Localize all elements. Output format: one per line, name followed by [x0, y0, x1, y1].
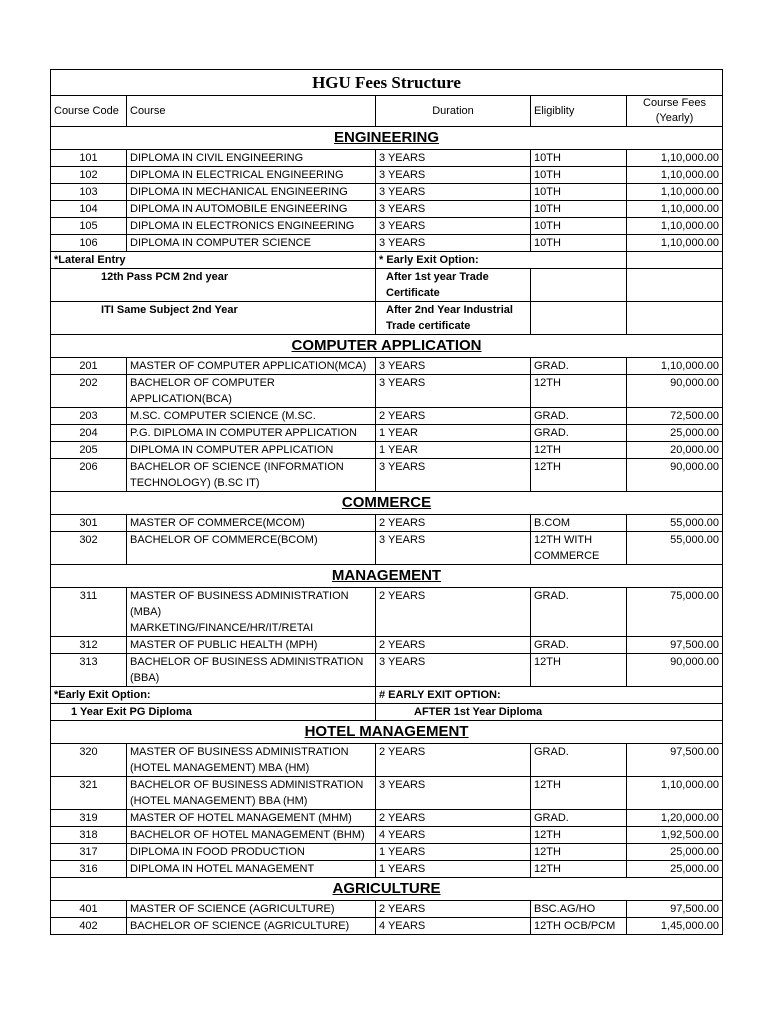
- eligibility-cell: 12TH: [531, 375, 627, 408]
- eligibility-cell: GRAD.: [531, 810, 627, 827]
- management-exit-right-1: AFTER 1st Year Diploma: [376, 704, 723, 721]
- course-code-cell: 101: [51, 150, 127, 167]
- fees-cell: 1,10,000.00: [627, 201, 723, 218]
- course-name-cell: BACHELOR OF COMMERCE(BCOM): [127, 532, 376, 565]
- duration-cell: 2 YEARS: [376, 408, 531, 425]
- course-code-cell: 203: [51, 408, 127, 425]
- course-name-cell: BACHELOR OF HOTEL MANAGEMENT (BHM): [127, 827, 376, 844]
- eligibility-cell: BSC.AG/HO: [531, 901, 627, 918]
- course-name-cell: DIPLOMA IN COMPUTER APPLICATION: [127, 442, 376, 459]
- course-code-cell: 318: [51, 827, 127, 844]
- table-row: [51, 744, 723, 777]
- table-row: [51, 150, 723, 167]
- header-fees-line1: Course Fees: [643, 97, 706, 109]
- course-code-cell: 319: [51, 810, 127, 827]
- duration-cell: 3 YEARS: [376, 184, 531, 201]
- header-duration: Duration: [376, 96, 531, 127]
- management-exit-left-1: 1 Year Exit PG Diploma: [51, 704, 376, 721]
- fees-cell: 90,000.00: [627, 459, 723, 492]
- duration-cell: 3 YEARS: [376, 167, 531, 184]
- duration-cell: 3 YEARS: [376, 654, 531, 687]
- fees-cell: 25,000.00: [627, 844, 723, 861]
- eligibility-cell: 12TH: [531, 442, 627, 459]
- fees-cell: 1,20,000.00: [627, 810, 723, 827]
- eligibility-cell: 12TH: [531, 844, 627, 861]
- duration-cell: 3 YEARS: [376, 235, 531, 252]
- fees-cell: 1,45,000.00: [627, 918, 723, 935]
- course-name-cell-line2: MARKETING/FINANCE/HR/IT/RETAI: [130, 622, 314, 634]
- course-name-cell-line2: TECHNOLOGY) (B.SC IT): [130, 477, 260, 489]
- course-code-cell: 313: [51, 654, 127, 687]
- eligibility-cell: 10TH: [531, 218, 627, 235]
- course-name-cell: [127, 744, 376, 777]
- course-name-cell-line1: MASTER OF BUSINESS ADMINISTRATION: [130, 746, 349, 758]
- duration-cell: 2 YEARS: [376, 588, 531, 637]
- eligibility-cell: 10TH: [531, 235, 627, 252]
- section-title: MANAGEMENT: [331, 567, 442, 584]
- fees-cell: 1,92,500.00: [627, 827, 723, 844]
- fees-cell: 1,10,000.00: [627, 184, 723, 201]
- duration-cell: 2 YEARS: [376, 515, 531, 532]
- course-code-cell: 102: [51, 167, 127, 184]
- course-code-cell: 311: [51, 588, 127, 637]
- duration-cell: 2 YEARS: [376, 744, 531, 777]
- course-name-cell-line2: (HOTEL MANAGEMENT) BBA (HM): [130, 795, 308, 807]
- duration-cell: 3 YEARS: [376, 459, 531, 492]
- table-row: [51, 358, 723, 375]
- table-row: [51, 654, 723, 687]
- table-row: [51, 515, 723, 532]
- course-name-cell: P.G. DIPLOMA IN COMPUTER APPLICATION: [127, 425, 376, 442]
- eligibility-cell: GRAD.: [531, 425, 627, 442]
- lateral-entry-label: *Lateral Entry: [51, 252, 376, 269]
- section-title: COMPUTER APPLICATION: [291, 337, 482, 354]
- fees-cell: 1,10,000.00: [627, 235, 723, 252]
- table-row: [51, 167, 723, 184]
- course-code-cell: 201: [51, 358, 127, 375]
- table-row: [51, 588, 723, 637]
- table-row: [51, 901, 723, 918]
- course-code-cell: 321: [51, 777, 127, 810]
- course-code-cell: 202: [51, 375, 127, 408]
- course-name-cell-line1: BACHELOR OF SCIENCE (INFORMATION: [130, 461, 344, 473]
- fees-cell: 90,000.00: [627, 375, 723, 408]
- table-row: [51, 637, 723, 654]
- early-exit-1a: After 1st year Trade: [386, 271, 489, 283]
- page-title: HGU Fees Structure: [51, 70, 723, 96]
- section-title: AGRICULTURE: [332, 880, 441, 897]
- course-code-cell: 302: [51, 532, 127, 565]
- eligibility-cell: 12TH: [531, 654, 627, 687]
- table-row: [51, 375, 723, 408]
- fees-cell: 25,000.00: [627, 425, 723, 442]
- duration-cell: 2 YEARS: [376, 810, 531, 827]
- course-name-cell-line1: MASTER OF BUSINESS ADMINISTRATION (MBA): [130, 590, 349, 618]
- duration-cell: 1 YEARS: [376, 861, 531, 878]
- course-name-cell: DIPLOMA IN ELECTRICAL ENGINEERING: [127, 167, 376, 184]
- course-name-cell: DIPLOMA IN HOTEL MANAGEMENT: [127, 861, 376, 878]
- lateral-entry-row-2: [51, 302, 723, 335]
- section-title: COMMERCE: [341, 494, 432, 511]
- lateral-entry-row-1: [51, 269, 723, 302]
- section-title: HOTEL MANAGEMENT: [304, 723, 469, 740]
- duration-cell: 2 YEARS: [376, 901, 531, 918]
- eligibility-cell-line2: COMMERCE: [534, 550, 600, 562]
- fees-cell: 1,10,000.00: [627, 218, 723, 235]
- course-code-cell: 205: [51, 442, 127, 459]
- table-row: [51, 235, 723, 252]
- table-row: [51, 408, 723, 425]
- eligibility-cell: 10TH: [531, 184, 627, 201]
- table-row: [51, 201, 723, 218]
- fees-cell: 25,000.00: [627, 861, 723, 878]
- early-exit-2: [376, 302, 531, 335]
- course-name-cell: M.SC. COMPUTER SCIENCE (M.SC.: [127, 408, 376, 425]
- table-row: [51, 810, 723, 827]
- duration-cell: 3 YEARS: [376, 375, 531, 408]
- course-name-cell: MASTER OF COMMERCE(MCOM): [127, 515, 376, 532]
- eligibility-cell: GRAD.: [531, 744, 627, 777]
- fees-cell: 55,000.00: [627, 515, 723, 532]
- lateral-entry-row: [51, 252, 723, 269]
- course-code-cell: 401: [51, 901, 127, 918]
- eligibility-cell: [531, 532, 627, 565]
- duration-cell: 3 YEARS: [376, 201, 531, 218]
- early-exit-2b: Trade certificate: [386, 320, 471, 332]
- eligibility-cell: 10TH: [531, 167, 627, 184]
- early-exit-2a: After 2nd Year Industrial: [386, 304, 513, 316]
- eligibility-cell: 12TH OCB/PCM: [531, 918, 627, 935]
- course-name-cell: MASTER OF PUBLIC HEALTH (MPH): [127, 637, 376, 654]
- header-course-code: Course Code: [51, 96, 127, 127]
- table-row: [51, 425, 723, 442]
- fees-cell: 97,500.00: [627, 744, 723, 777]
- section-commerce: [51, 492, 723, 515]
- course-name-cell: DIPLOMA IN ELECTRONICS ENGINEERING: [127, 218, 376, 235]
- duration-cell: 4 YEARS: [376, 918, 531, 935]
- course-code-cell: 317: [51, 844, 127, 861]
- early-exit-1: [376, 269, 531, 302]
- header-row: [51, 96, 723, 127]
- course-code-cell: 105: [51, 218, 127, 235]
- eligibility-cell: GRAD.: [531, 358, 627, 375]
- duration-cell: 2 YEARS: [376, 637, 531, 654]
- eligibility-cell: 12TH: [531, 777, 627, 810]
- eligibility-cell: 10TH: [531, 150, 627, 167]
- eligibility-cell: B.COM: [531, 515, 627, 532]
- duration-cell: 3 YEARS: [376, 777, 531, 810]
- course-name-cell-line2: (HOTEL MANAGEMENT) MBA (HM): [130, 762, 310, 774]
- header-eligibility: Eligiblity: [531, 96, 627, 127]
- eligibility-cell-line1: 12TH WITH: [534, 534, 593, 546]
- duration-cell: 3 YEARS: [376, 150, 531, 167]
- table-row: [51, 459, 723, 492]
- eligibility-cell: GRAD.: [531, 637, 627, 654]
- course-name-cell: BACHELOR OF SCIENCE (AGRICULTURE): [127, 918, 376, 935]
- eligibility-cell: GRAD.: [531, 408, 627, 425]
- section-computer-application: [51, 335, 723, 358]
- eligibility-cell: GRAD.: [531, 588, 627, 637]
- course-code-cell: 402: [51, 918, 127, 935]
- course-code-cell: 204: [51, 425, 127, 442]
- fees-cell: 1,10,000.00: [627, 167, 723, 184]
- section-management: [51, 565, 723, 588]
- course-name-cell: [127, 777, 376, 810]
- course-name-cell-line2: (BBA): [130, 672, 160, 684]
- fees-cell: 72,500.00: [627, 408, 723, 425]
- management-exit-row-1: [51, 704, 723, 721]
- duration-cell: 3 YEARS: [376, 532, 531, 565]
- fees-cell: 97,500.00: [627, 901, 723, 918]
- duration-cell: 1 YEAR: [376, 442, 531, 459]
- table-row: [51, 844, 723, 861]
- title-row: [51, 70, 723, 96]
- early-exit-label: * Early Exit Option:: [376, 252, 627, 269]
- fees-cell: 55,000.00: [627, 532, 723, 565]
- fees-cell: 1,10,000.00: [627, 358, 723, 375]
- management-exit-left-label: *Early Exit Option:: [51, 687, 376, 704]
- duration-cell: 4 YEARS: [376, 827, 531, 844]
- course-name-cell: DIPLOMA IN MECHANICAL ENGINEERING: [127, 184, 376, 201]
- course-name-cell: [127, 459, 376, 492]
- table-row: [51, 777, 723, 810]
- header-fees: [627, 96, 723, 127]
- table-row: [51, 532, 723, 565]
- header-fees-line2: (Yearly): [655, 112, 694, 124]
- course-code-cell: 103: [51, 184, 127, 201]
- duration-cell: 3 YEARS: [376, 218, 531, 235]
- course-name-cell: DIPLOMA IN FOOD PRODUCTION: [127, 844, 376, 861]
- table-row: [51, 184, 723, 201]
- section-agriculture: [51, 878, 723, 901]
- course-name-cell: DIPLOMA IN COMPUTER SCIENCE: [127, 235, 376, 252]
- course-code-cell: 301: [51, 515, 127, 532]
- course-code-cell: 320: [51, 744, 127, 777]
- fees-cell: 20,000.00: [627, 442, 723, 459]
- course-code-cell: 312: [51, 637, 127, 654]
- course-name-cell: [127, 588, 376, 637]
- table-row: [51, 827, 723, 844]
- course-code-cell: 206: [51, 459, 127, 492]
- course-name-cell: MASTER OF SCIENCE (AGRICULTURE): [127, 901, 376, 918]
- table-row: [51, 442, 723, 459]
- eligibility-cell: 12TH: [531, 827, 627, 844]
- section-engineering: [51, 127, 723, 150]
- course-name-cell-line1: BACHELOR OF BUSINESS ADMINISTRATION: [130, 656, 364, 668]
- course-code-cell: 106: [51, 235, 127, 252]
- eligibility-cell: 12TH: [531, 459, 627, 492]
- early-exit-1b: Certificate: [386, 287, 440, 299]
- course-name-cell: BACHELOR OF COMPUTER APPLICATION(BCA): [127, 375, 376, 408]
- lateral-entry-1: 12th Pass PCM 2nd year: [51, 269, 376, 302]
- management-exit-right-label: # EARLY EXIT OPTION:: [376, 687, 723, 704]
- fees-cell: 1,10,000.00: [627, 777, 723, 810]
- course-name-cell-line1: BACHELOR OF BUSINESS ADMINISTRATION: [130, 779, 364, 791]
- eligibility-cell: 12TH: [531, 861, 627, 878]
- table-row: [51, 861, 723, 878]
- fees-cell: 75,000.00: [627, 588, 723, 637]
- header-course: Course: [127, 96, 376, 127]
- lateral-entry-2: ITI Same Subject 2nd Year: [51, 302, 376, 335]
- course-name-cell: DIPLOMA IN CIVIL ENGINEERING: [127, 150, 376, 167]
- course-name-cell: [127, 654, 376, 687]
- fees-cell: 97,500.00: [627, 637, 723, 654]
- duration-cell: 1 YEAR: [376, 425, 531, 442]
- management-exit-row: [51, 687, 723, 704]
- fees-cell: 90,000.00: [627, 654, 723, 687]
- duration-cell: 3 YEARS: [376, 358, 531, 375]
- duration-cell: 1 YEARS: [376, 844, 531, 861]
- section-title: ENGINEERING: [334, 129, 440, 146]
- table-row: [51, 218, 723, 235]
- fees-table: [50, 69, 723, 935]
- section-hotel-management: [51, 721, 723, 744]
- fees-cell: 1,10,000.00: [627, 150, 723, 167]
- course-code-cell: 104: [51, 201, 127, 218]
- course-code-cell: 316: [51, 861, 127, 878]
- eligibility-cell: 10TH: [531, 201, 627, 218]
- table-row: [51, 918, 723, 935]
- course-name-cell: DIPLOMA IN AUTOMOBILE ENGINEERING: [127, 201, 376, 218]
- course-name-cell: MASTER OF HOTEL MANAGEMENT (MHM): [127, 810, 376, 827]
- course-name-cell: MASTER OF COMPUTER APPLICATION(MCA): [127, 358, 376, 375]
